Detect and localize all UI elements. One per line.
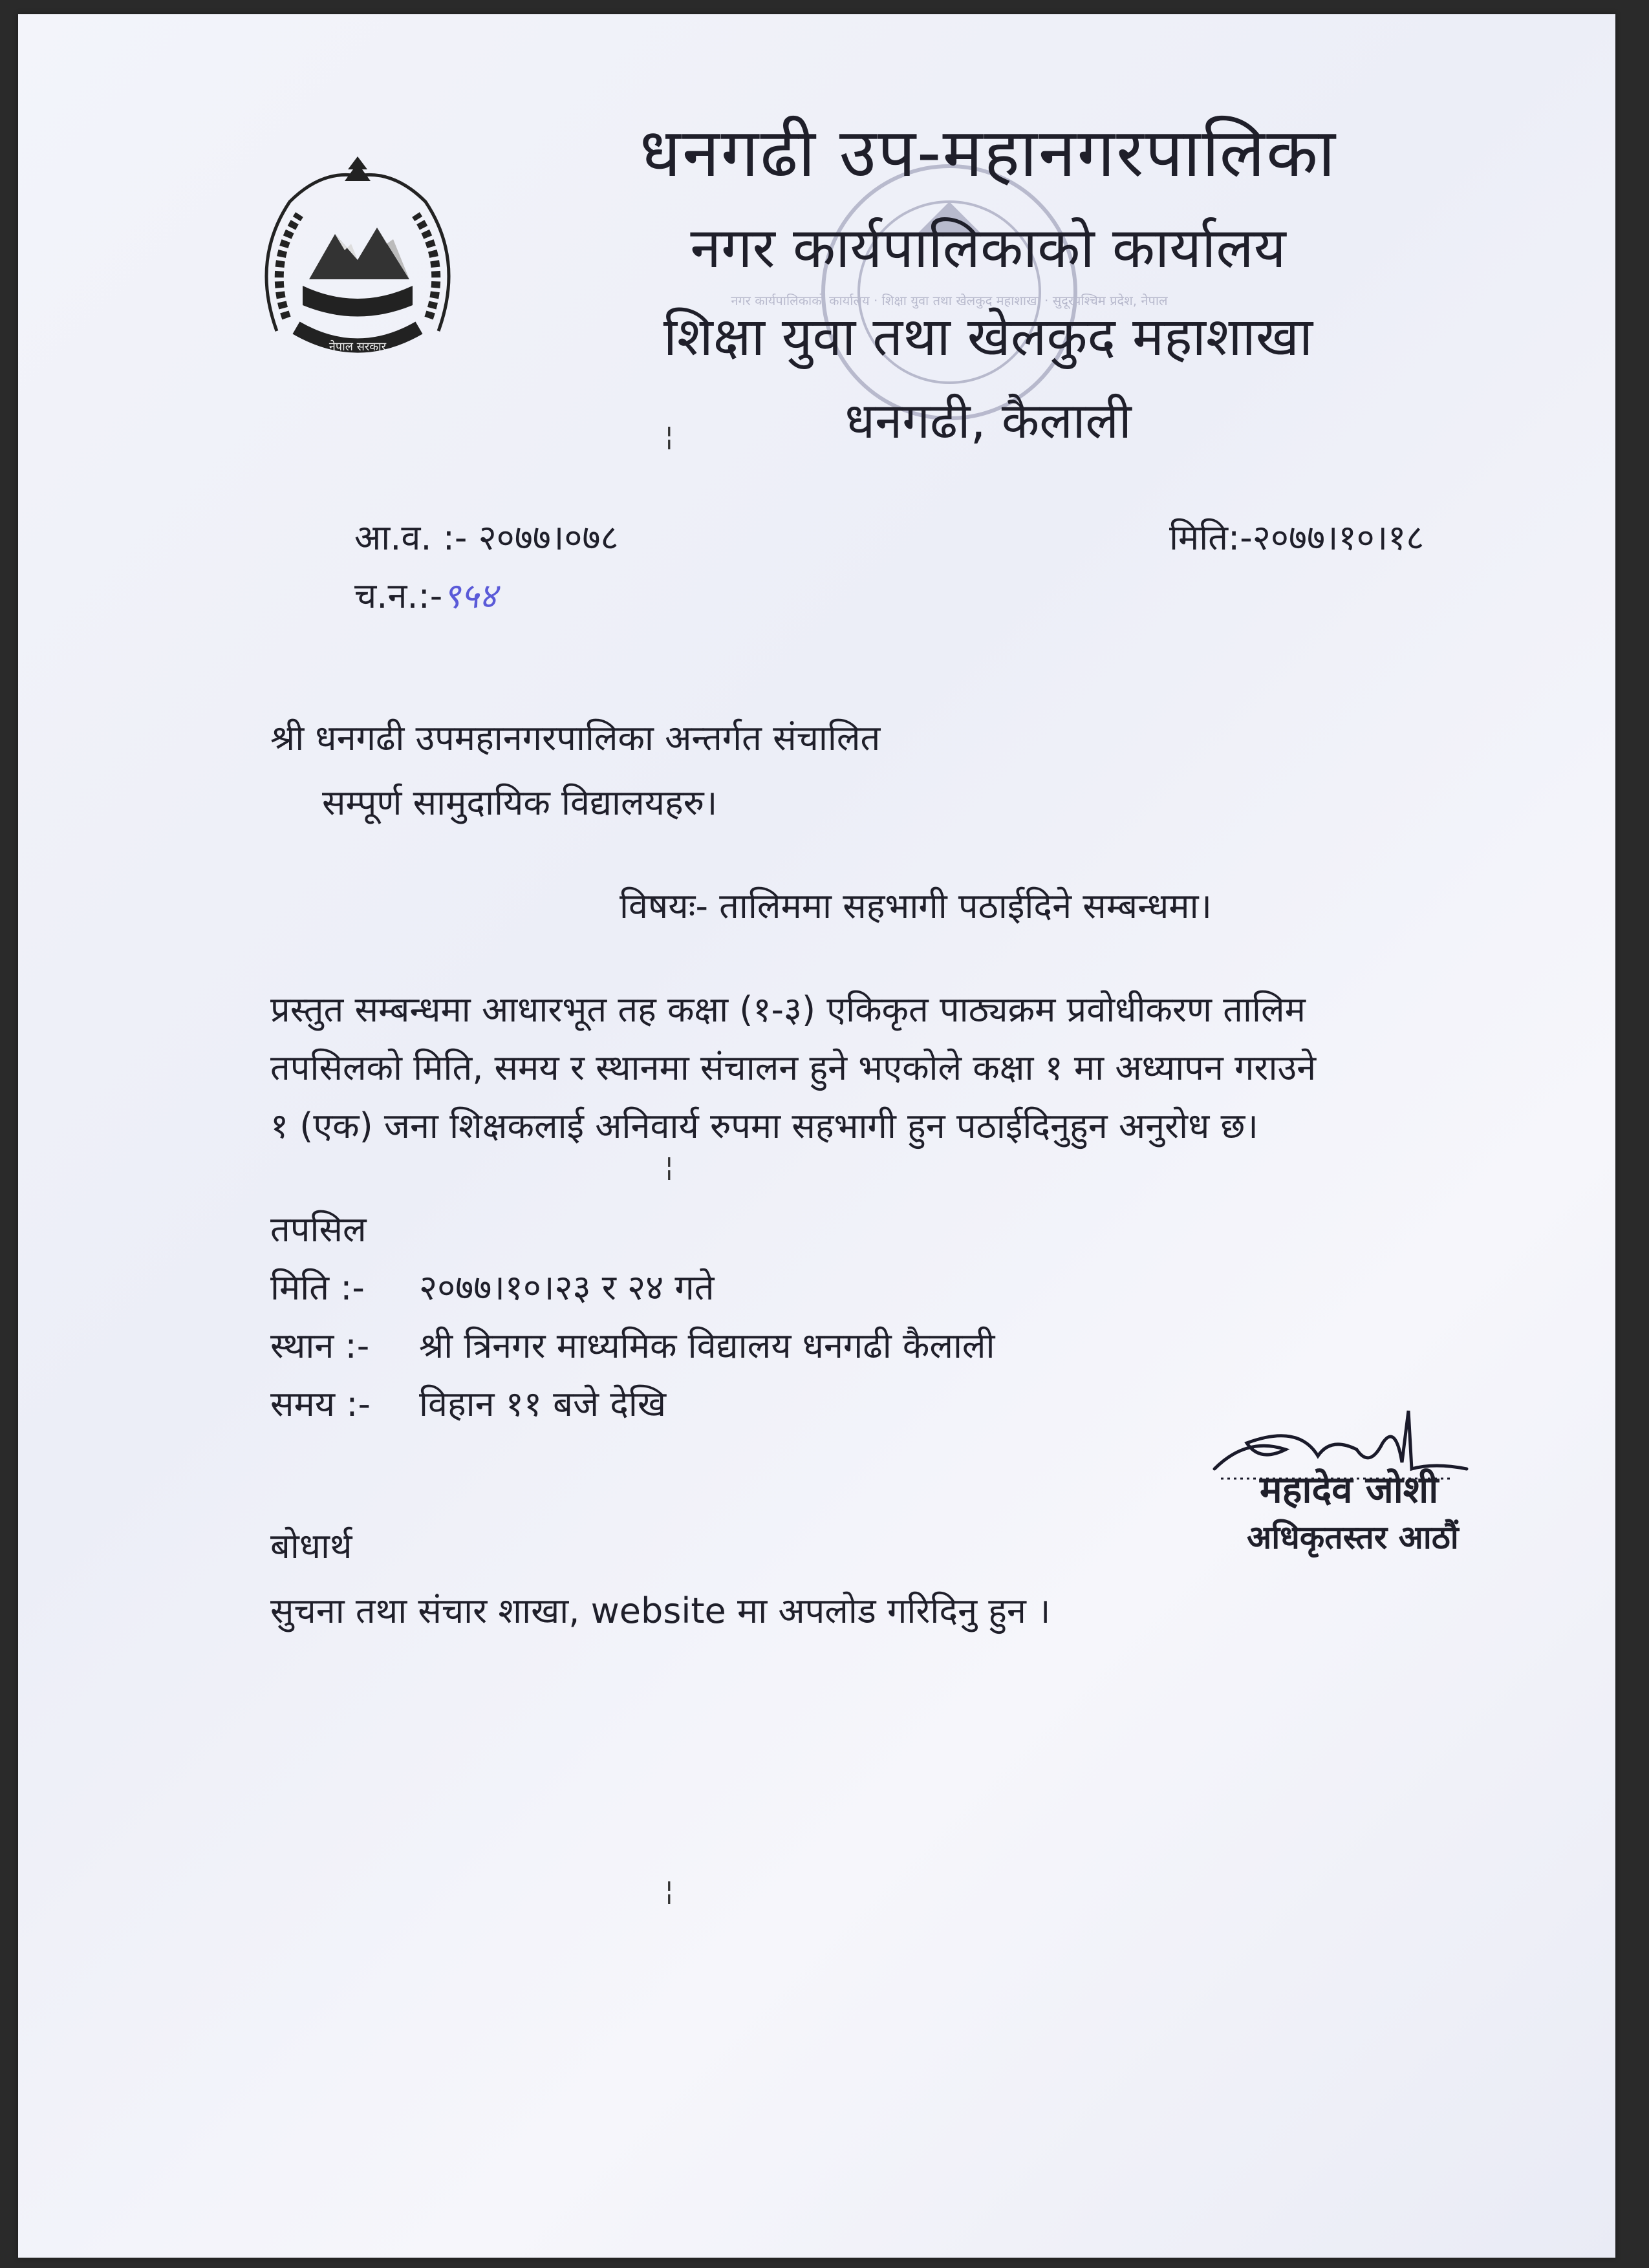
body-line-3: १ (एक) जना शिक्षकलाई अनिवार्य रुपमा सहभागी हुन पठाईदिनुहुन अनुरोध छ। bbox=[270, 1106, 1258, 1146]
recipient-line-1: श्री धनगढी उपमहानगरपालिका अन्तर्गत संचालित bbox=[270, 718, 881, 758]
office-name: नगर कार्यपालिकाको कार्यालय bbox=[690, 216, 1286, 281]
body-line-1: प्रस्तुत सम्बन्धमा आधारभूत तह कक्षा (१-३) एकिकृत पाठ्यक्रम प्रवोधीकरण तालिम bbox=[270, 989, 1306, 1030]
cc-line: सुचना तथा संचार शाखा, website मा अपलोड गरिदिनु हुन । bbox=[270, 1590, 1051, 1631]
subject-line: विषयः- तालिममा सहभागी पठाईदिने सम्बन्धमा। bbox=[620, 886, 1212, 926]
details-time-value: विहान ११ बजे देखि bbox=[419, 1384, 667, 1424]
letter-date bbox=[1169, 512, 1424, 560]
details-place-label: स्थान :- bbox=[270, 1325, 370, 1366]
letter-date-value: २०७७।१०।१८ bbox=[1252, 517, 1425, 558]
scan-mark: ¦ bbox=[665, 1152, 674, 1182]
division-name: शिक्षा युवा तथा खेलकुद महाशाखा bbox=[663, 306, 1313, 368]
details-heading: तपसिल bbox=[270, 1209, 367, 1250]
details-date-value: २०७७।१०।२३ र २४ गते bbox=[419, 1267, 715, 1308]
scan-mark: ¦ bbox=[665, 422, 674, 451]
fiscal-year bbox=[354, 512, 619, 560]
letter-page bbox=[18, 14, 1615, 2258]
emblem-scroll-text: नेपाल सरकार bbox=[329, 340, 387, 354]
municipality-title: धनगढी उप-महानगरपालिका bbox=[640, 113, 1337, 192]
reference-number bbox=[354, 570, 497, 618]
details-place-value: श्री त्रिनगर माध्यमिक विद्यालय धनगढी कैलाली bbox=[419, 1325, 995, 1366]
fiscal-year-label: आ.व. :- bbox=[354, 517, 468, 558]
cc-heading: बोधार्थ bbox=[270, 1526, 352, 1567]
stamp-text: नगर कार्यपालिकाको कार्यालय · शिक्षा युवा तथा खेलकुद महाशाखा · सुदूरपश्चिम प्रदेश, नेपाल bbox=[731, 293, 1168, 308]
scan-mark: ¦ bbox=[665, 1876, 674, 1906]
office-location: धनगढी, कैलाली bbox=[845, 392, 1132, 449]
details-time-label: समय :- bbox=[270, 1384, 371, 1424]
recipient-line-2: सम्पूर्ण सामुदायिक विद्यालयहरु। bbox=[322, 782, 718, 823]
signatory-designation: अधिकृतस्तर आठौं bbox=[1247, 1519, 1459, 1556]
details-date-label: मिति :- bbox=[270, 1267, 365, 1308]
fiscal-year-value: २०७७।०७८ bbox=[478, 517, 619, 558]
reference-number-value: ९५४ bbox=[442, 575, 497, 616]
letter-date-label: मिति:- bbox=[1169, 517, 1253, 558]
reference-number-label: च.न.:- bbox=[354, 575, 443, 616]
body-line-2: तपसिलको मिति, समय र स्थानमा संचालन हुने भएकोले कक्षा १ मा अध्यापन गराउने bbox=[270, 1047, 1317, 1088]
signatory-name: महादेव जोशी bbox=[1260, 1468, 1439, 1512]
